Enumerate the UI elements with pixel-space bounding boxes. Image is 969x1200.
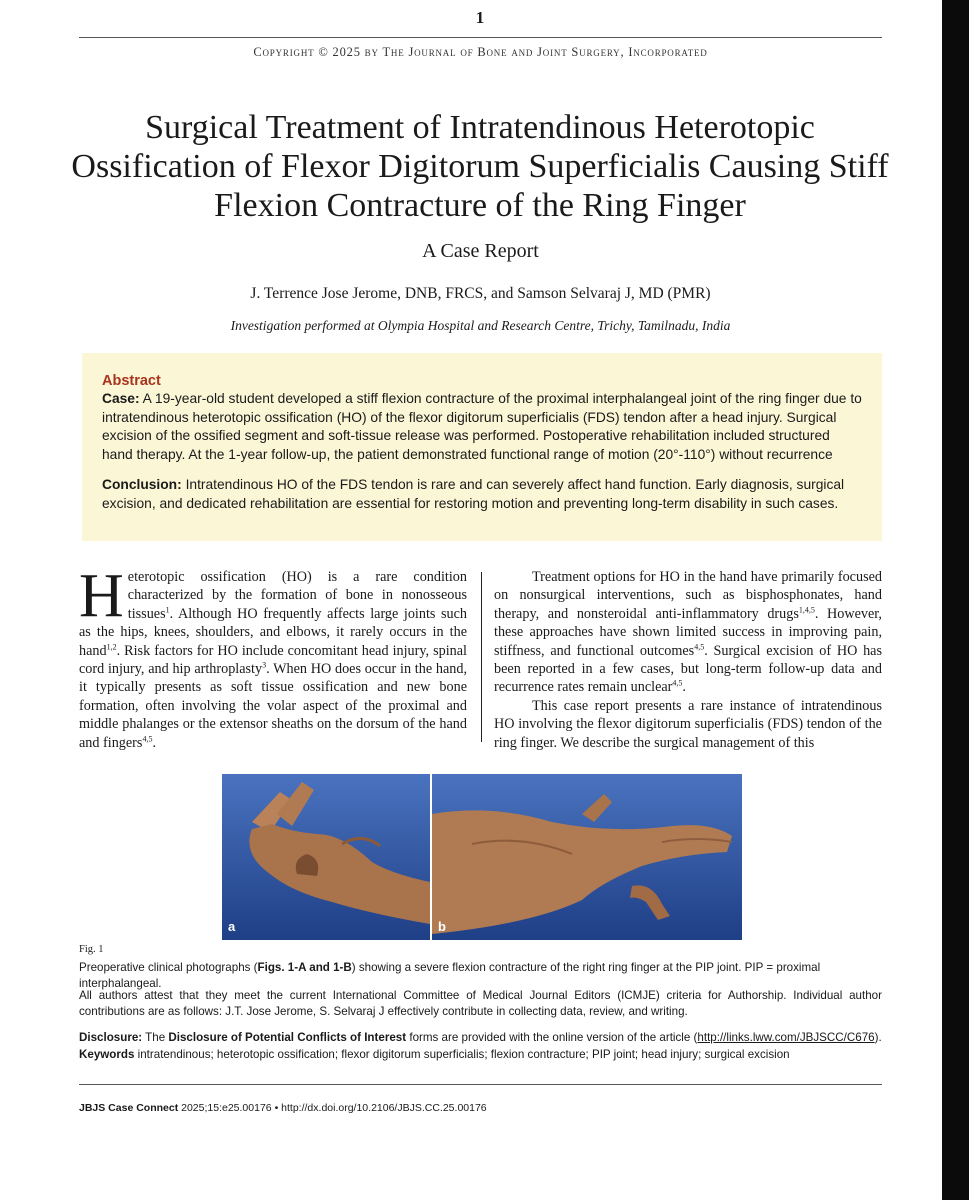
- body-column-left: [79, 562, 467, 752]
- footer-rule: [79, 1084, 882, 1085]
- keywords-text: intratendinous; heterotopic ossification; flexor digitorum superficialis; flexion contracture; PIP joint; head injury; surgical excision: [137, 1048, 790, 1061]
- body-text: . However, these approaches have shown limited success in improving pain, stiffness, and functional outcomes: [494, 605, 882, 659]
- panel-a-label: a: [228, 919, 236, 934]
- body-text: .: [152, 734, 156, 751]
- disclosure-label: Disclosure:: [79, 1031, 143, 1044]
- figure-reference: Figs. 1-A and 1-B: [257, 961, 352, 974]
- keywords-line: [79, 1047, 899, 1063]
- page-number: 1: [475, 8, 485, 27]
- separator-bullet: •: [274, 1102, 279, 1114]
- body-text: . Although HO frequently affects large joints such as the hips, knees, shoulders, and elbows, it rarely occurs in the hand: [79, 605, 467, 659]
- citation-ref: 4,5: [142, 733, 153, 743]
- column-divider: [481, 572, 482, 742]
- citation-ref: 3: [262, 660, 267, 670]
- body-text: . Surgical excision of HO has been reported in a few cases, but long-term follow-up data and recurrence rates remain unclear: [494, 642, 882, 696]
- hand-photo-a: [222, 774, 430, 940]
- body-text: . When HO does occur in the hand, it typically presents as soft tissue ossification and new bone formation, often involving the volar aspect of the proximal and middle phalanges or the extensor sheaths on the dorsum of the hand and fingers: [79, 661, 467, 751]
- drop-cap: H: [79, 562, 124, 630]
- conclusion-text: Intratendinous HO of the FDS tendon is rare and can severely affect hand function. Early diagnosis, surgical excision, and dedicated rehabilitation are essential for restoring motion and preventing long-term disability in such cases.: [102, 477, 845, 511]
- intro-paragraph: [79, 562, 467, 752]
- page-footer: [79, 1102, 882, 1114]
- authorship-statement: All authors attest that they meet the current International Committee of Medical Journal Editors (ICMJE) criteria for Authorship. Individual author contributions are as follows: J.T. Jose Jerome, S. Selvaraj J effectively contribute in collecting data, review, and writing.: [79, 989, 882, 1018]
- citation-ref: 1: [165, 605, 170, 615]
- abstract-case: [102, 390, 862, 464]
- citation-ref: 1,2: [106, 641, 117, 651]
- photo-panel-b: [432, 774, 742, 940]
- affiliation-line: Investigation performed at Olympia Hospital and Research Centre, Trichy, Tamilnadu, India: [230, 318, 731, 333]
- citation: 2025;15:e25.00176: [181, 1102, 272, 1114]
- author-line: J. Terrence Jose Jerome, DNB, FRCS, and Samson Selvaraj J, MD (PMR): [250, 285, 711, 302]
- figure-label: Fig. 1: [79, 944, 104, 955]
- hand-photo-b: [432, 774, 742, 940]
- body-text: eterotopic ossification (HO) is a rare condition characterized by the formation of bone in nonosseous tissues: [127, 569, 467, 622]
- disclosure-text: The: [145, 1031, 166, 1044]
- article-subtitle: A Case Report: [422, 240, 539, 262]
- disclosure-text: ).: [874, 1031, 882, 1044]
- caption-text: ) showing a severe flexion contracture of the right ring finger at the PIP joint. PIP = proximal interphalangeal.: [79, 961, 821, 990]
- supplement-link[interactable]: http://links.lww.com/JBJSCC/C676: [697, 1031, 875, 1044]
- body-column-right: [494, 568, 882, 752]
- abstract-box: [82, 353, 882, 541]
- citation-ref: 4,5: [694, 641, 705, 651]
- disclosure-form-name: Disclosure of Potential Conflicts of Interest: [168, 1031, 407, 1044]
- disclosure-text: forms are provided with the online version of the article (: [409, 1031, 698, 1044]
- body-text: . Risk factors for HO include concomitant head injury, spinal cord injury, and hip arthroplasty: [79, 642, 467, 678]
- case-text: A 19-year-old student developed a stiff flexion contracture of the proximal interphalangeal joint of the ring finger due to intratendinous heterotopic ossification (HO) of the flexor digitorum superficialis (FDS) tendon after a head injury. Surgical excision of the ossified segment and soft-tissue release was performed. Postoperative rehabilitation included structured hand therapy. At the 1-year follow-up, the patient demonstrated functional range of motion (20°-110°) without recurrence: [102, 391, 862, 462]
- photo-panel-a: [222, 774, 430, 940]
- case-intro-paragraph: This case report presents a rare instance of intratendinous HO involving the flexor digitorum superficialis (FDS) tendon of the ring finger. We describe the surgical management of this: [494, 697, 882, 751]
- disclosure-statement: [79, 1030, 899, 1046]
- conclusion-label: Conclusion:: [102, 477, 182, 492]
- case-label: Case:: [102, 391, 140, 406]
- copyright-line: Copyright © 2025 by The Journal of Bone and Joint Surgery, Incorporated: [253, 45, 708, 59]
- article-title: Surgical Treatment of Intratendinous Heterotopic Ossification of Flexor Digitorum Superficialis Causing Stiff Flexion Contracture of the Ring Finger: [71, 109, 889, 224]
- abstract-conclusion: [102, 476, 862, 513]
- body-text: Treatment options for HO in the hand have primarily focused on nonsurgical interventions, such as bisphosphonates, hand therapy, and nonsteroidal anti-inflammatory drugs: [494, 569, 882, 622]
- citation-ref: 1,4,5: [798, 605, 815, 615]
- citation-ref: 4,5: [672, 678, 683, 688]
- abstract-heading: Abstract: [102, 373, 161, 389]
- keywords-label: Keywords: [79, 1048, 135, 1061]
- header-rule: [79, 37, 882, 38]
- body-text: .: [682, 679, 686, 696]
- panel-b-label: b: [438, 919, 446, 934]
- figure-1: [222, 774, 742, 940]
- doi-link[interactable]: http://dx.doi.org/10.2106/JBJS.CC.25.00176: [281, 1102, 487, 1114]
- treatment-paragraph: [494, 568, 882, 697]
- journal-name: JBJS Case Connect: [79, 1102, 179, 1114]
- caption-text: Preoperative clinical photographs (: [79, 961, 258, 974]
